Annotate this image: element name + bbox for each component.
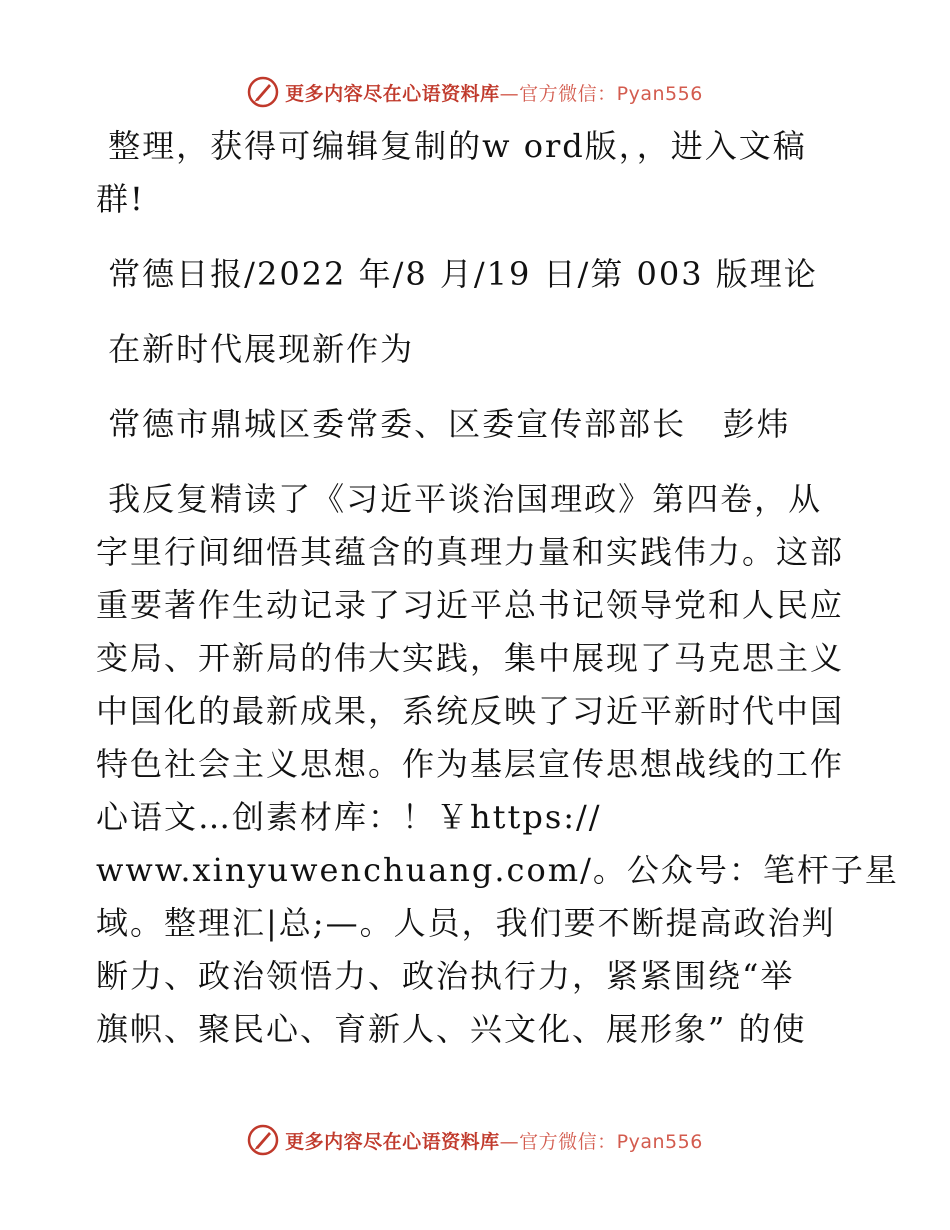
article-title: 在新时代展现新作为 <box>96 330 415 368</box>
article-source: 常德日报/2022 年/8 月/19 日/第 003 版理论 <box>96 255 818 293</box>
document-body <box>96 120 899 1056</box>
body-line: 中国化的最新成果，系统反映了习近平新时代中国 <box>96 692 845 730</box>
body-line: 字里行间细悟其蕴含的真理力量和实践伟力。这部 <box>96 533 845 571</box>
body-line: 域。整理汇|总;—。人员，我们要不断提高政治判 <box>96 904 836 942</box>
watermark-text <box>285 1127 703 1154</box>
body-line: www.xinyuwenchuang.com/。公众号：笔杆子星 <box>96 851 899 889</box>
header-line-1: 整理，获得可编辑复制的w ord版，，进入文稿 <box>96 127 807 165</box>
watermark-top <box>0 72 950 112</box>
body-line: 变局、开新局的伟大实践，集中展现了马克思主义 <box>96 639 845 677</box>
body-line: 断力、政治领悟力、政治执行力，紧紧围绕“举 <box>96 957 795 995</box>
watermark-contact-text: —官方微信：Pyan556 <box>499 82 703 105</box>
watermark-main-text: 更多内容尽在心语资料库 <box>285 1130 500 1153</box>
quill-logo-icon <box>247 76 279 108</box>
watermark-bottom <box>0 1120 950 1160</box>
watermark-text <box>285 79 703 106</box>
body-line: 心语文…创素材库：！￥https:// <box>96 798 602 836</box>
body-line: 我反复精读了《习近平谈治国理政》第四卷，从 <box>96 480 823 518</box>
body-line: 重要著作生动记录了习近平总书记领导党和人民应 <box>96 586 845 624</box>
header-line-2: 群! <box>96 180 145 218</box>
article-author: 常德市鼎城区委常委、区委宣传部部长 彭炜 <box>96 405 791 443</box>
body-line: 特色社会主义思想。作为基层宣传思想战线的工作 <box>96 745 845 783</box>
watermark-contact-text: —官方微信：Pyan556 <box>499 1130 703 1153</box>
watermark-main-text: 更多内容尽在心语资料库 <box>285 82 500 105</box>
quill-logo-icon <box>247 1124 279 1156</box>
body-line: 旗帜、聚民心、育新人、兴文化、展形象” 的使 <box>96 1010 807 1048</box>
